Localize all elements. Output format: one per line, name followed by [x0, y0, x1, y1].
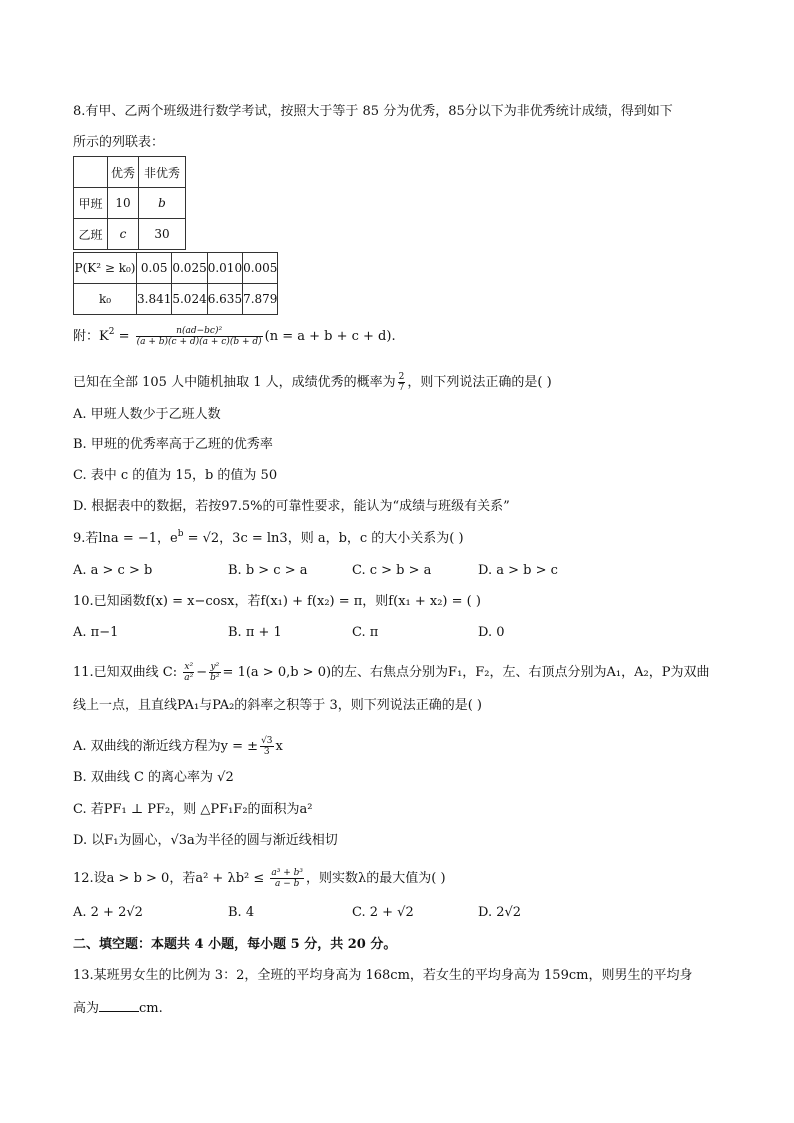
section-heading: 二、填空题：本题共 4 小题，每小题 5 分，共 20 分。 — [73, 937, 397, 952]
q8-option-d: D. 根据表中的数据，若按97.5%的可靠性要求，能认为“成绩与班级有关系” — [73, 499, 510, 514]
table-cell: 5.024 — [172, 284, 207, 315]
q8-option-b: B. 甲班的优秀率高于乙班的优秀率 — [73, 437, 273, 452]
formula-prefix: 附：K — [73, 329, 109, 344]
table-cell: 乙班 — [74, 219, 108, 250]
table-header-cell: 优秀 — [108, 157, 139, 188]
fraction-numerator: y² — [210, 662, 220, 672]
table-header-cell: 非优秀 — [139, 157, 186, 188]
q11-option-d: D. 以F₁为圆心，√3a为半径的圆与渐近线相切 — [73, 833, 338, 848]
fraction-denominator: 3 — [263, 747, 270, 757]
q8-given — [73, 372, 552, 393]
fraction-denominator: 7 — [398, 383, 405, 393]
q11-text-rest: = 1(a > 0,b > 0)的左、右焦点分别为F₁，F₂，左、右顶点分别为A₁，A₂，P为双曲 — [222, 665, 710, 680]
q9-text: 9.若lna = −1，e — [73, 531, 178, 546]
q11-option-a — [73, 736, 283, 757]
q10-option-c: C. π — [352, 625, 379, 640]
formula-suffix: (n = a + b + c + d). — [264, 329, 396, 344]
table-cell: 30 — [139, 219, 186, 250]
table-cell: 3.841 — [137, 284, 172, 315]
q13-stem-line2 — [73, 999, 163, 1018]
q13-stem-line1: 13.某班男女生的比例为 3：2，全班的平均身高为 168cm，若女生的平均身高为 159cm，则男生的平均身 — [73, 968, 693, 983]
table-cell: 0.05 — [137, 253, 172, 284]
table-cell: 甲班 — [74, 188, 108, 219]
table-cell: P(K² ≥ k₀) — [74, 253, 137, 284]
fraction-numerator: √3 — [261, 736, 273, 746]
fraction-numerator: a³ + b³ — [271, 868, 303, 878]
q12-option-a: A. 2 + 2√2 — [73, 905, 143, 920]
table-cell: k₀ — [74, 284, 137, 315]
q11-option-a-text: A. 双曲线的渐近线方程为y = ± — [73, 739, 259, 754]
answer-blank[interactable] — [99, 999, 139, 1012]
q11-stem-line2: 线上一点，且直线PA₁与PA₂的斜率之积等于 3，则下列说法正确的是( ) — [73, 698, 482, 713]
q10-option-d: D. 0 — [478, 625, 505, 640]
fraction-denominator: a² — [184, 673, 194, 683]
q8-given-text: 已知在全部 105 人中随机抽取 1 人，成绩优秀的概率为 — [73, 375, 396, 390]
formula-fraction — [136, 326, 263, 347]
formula-denominator: (a + b)(c + d)(a + c)(b + d) — [136, 337, 262, 347]
q12-option-d: D. 2√2 — [478, 905, 522, 920]
q11-stem-line1 — [73, 662, 709, 683]
q8-option-a: A. 甲班人数少于乙班人数 — [73, 407, 221, 422]
hyperbola-fraction-x — [183, 662, 194, 683]
probability-fraction — [398, 372, 406, 393]
table-cell: 0.005 — [243, 253, 278, 284]
q12-option-c: C. 2 + √2 — [352, 905, 414, 920]
q10-stem: 10.已知函数f(x) = x−cosx，若f(x₁) + f(x₂) = π，则f(x₁ + x₂) = ( ) — [73, 594, 481, 609]
table-cell: c — [108, 219, 139, 250]
q9-option-a: A. a > c > b — [73, 563, 153, 578]
table-header-cell — [74, 157, 108, 188]
table-cell: 10 — [108, 188, 139, 219]
slope-fraction — [260, 736, 273, 757]
fraction-denominator: a − b — [275, 879, 300, 889]
q9-option-b: B. b > c > a — [228, 563, 308, 578]
q8-stem-line2: 所示的列联表： — [73, 135, 165, 150]
q8-option-c: C. 表中 c 的值为 15，b 的值为 50 — [73, 468, 278, 483]
q11-option-a-end: x — [275, 739, 283, 754]
q12-text: 12.设a > b > 0，若a² + λb² ≤ — [73, 871, 269, 886]
q9-stem — [73, 530, 464, 549]
q10-option-a: A. π−1 — [73, 625, 119, 640]
q10-option-b: B. π + 1 — [228, 625, 282, 640]
q11-option-c: C. 若PF₁ ⊥ PF₂，则 △PF₁F₂的面积为a² — [73, 802, 313, 817]
q9-exponent: b — [177, 529, 184, 539]
hyperbola-fraction-y — [209, 662, 220, 683]
table-cell: 0.025 — [172, 253, 207, 284]
q13-text: 高为 — [73, 1001, 100, 1016]
q8-stem-line1: 8.有甲、乙两个班级进行数学考试，按照大于等于 85 分为优秀，85分以下为非优秀统计成绩，得到如下 — [73, 104, 673, 119]
q9-option-d: D. a > b > c — [478, 563, 558, 578]
q9-text-rest: = √2，3c = ln3，则 a，b，c 的大小关系为( ) — [183, 531, 464, 546]
fraction-denominator: b² — [210, 673, 220, 683]
fraction-numerator: x² — [184, 662, 194, 672]
q13-unit: cm. — [139, 1001, 163, 1016]
table-cell: 6.635 — [207, 284, 242, 315]
formula-numerator: n(ad−bc)² — [136, 326, 263, 337]
chi-square-formula: 附：$K^2$ = $\frac{\text{n(ad−bc)²}}{(a + b)(c + d)(a + c)(b + d)}$ (n = a + b + c + d). — [73, 326, 396, 347]
contingency-table — [73, 156, 186, 250]
q12-fraction — [270, 868, 304, 889]
critical-value-table — [73, 252, 278, 315]
q12-stem — [73, 868, 446, 889]
q11-option-b: B. 双曲线 C 的离心率为 √2 — [73, 770, 234, 785]
q11-text: 11.已知双曲线 C: — [73, 665, 182, 680]
minus-sign: − — [196, 665, 208, 680]
table-cell: 7.879 — [243, 284, 278, 315]
fraction-numerator: 2 — [398, 372, 405, 382]
table-cell: b — [139, 188, 186, 219]
q8-given-end: ，则下列说法正确的是( ) — [407, 375, 552, 390]
q12-option-b: B. 4 — [228, 905, 255, 920]
q12-text-rest: ，则实数λ的最大值为( ) — [306, 871, 446, 886]
table-cell: 0.010 — [207, 253, 242, 284]
q9-option-c: C. c > b > a — [352, 563, 432, 578]
